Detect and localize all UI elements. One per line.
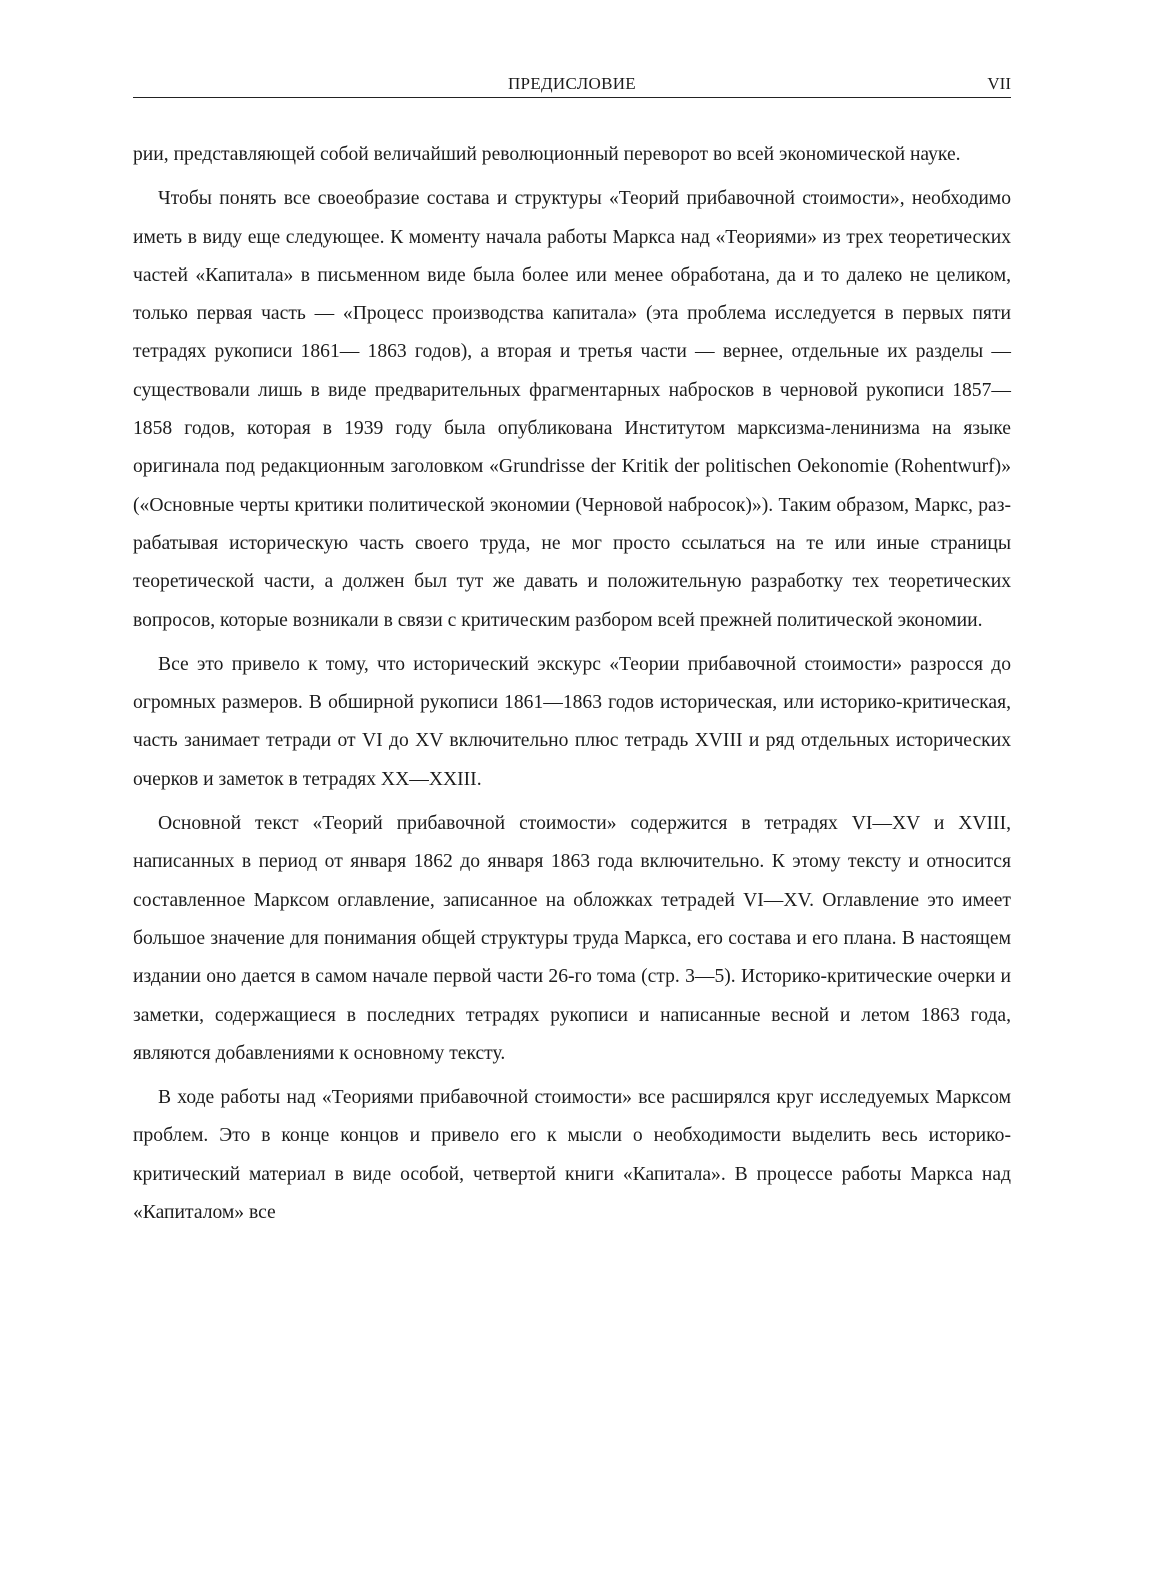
paragraph: Чтобы понять все своеобразие состава и структуры «Теорий прибавочной стоимости», необходимо иметь в виду еще следующее. К моменту начала работы Маркса над «Теориями» из трех теоретических частей «Капитала» в письменном виде была более или менее обработана, да и то далеко не целиком, только первая часть — «Процесс производства капитала» (эта проблема исследуется в первых пяти тетрадях рукописи 1861— 1863 годов), а вторая и третья части — вернее, отдельные их разделы — существовали лишь в виде предварительных фрагментарных набросков в черновой рукописи 1857—1858 годов, которая в 1939 году была опубликована Институтом марксизма-ленинизма на языке оригинала под редакционным заголовком «Grundrisse der Kritik der politischen Oekonomie (Rohentwurf)» («Основные черты критики политической экономии (Черновой набросок)»). Таким образом, Маркс, разрабатывая историческую часть своего труда, не мог просто ссылаться на те или иные страницы теоретической части, а должен был тут же давать и положительную разработку тех теоретических вопросов, которые возникали в связи с критическим разбором всей прежней политической экономии. — [133, 188, 1011, 631]
running-title: ПРЕДИСЛОВИЕ — [507, 74, 636, 93]
paragraph: Все это привело к тому, что исторический экскурс «Теории прибавочной стоимости» разросся до огромных размеров. В обширной рукописи 1861—1863 годов историческая, или историко-критическая, часть занимает тетради от VI до XV включительно плюс тетрадь XVIII и ряд отдельных исторических очерков и заметок в тетрадях XX—XXIII. — [133, 653, 1011, 790]
paragraph: Основной текст «Теорий прибавочной стоимости» содержится в тетрадях VI—XV и XVIII, написанных в период от января 1862 до января 1863 года включительно. К этому тексту и относится составленное Марксом оглавление, записанное на обложках тетрадей VI—XV. Оглавление это имеет большое значение для понимания общей структуры труда Маркса, его состава и его плана. В настоящем издании оно дается в самом начале первой части 26-го тома (стр. 3—5). Историко-критические очерки и заметки, содержащиеся в последних тетрадях рукописи и написанные весной и летом 1863 года, являются добавлениями к основному тексту. — [133, 813, 1011, 1064]
page-number: VII — [987, 74, 1011, 93]
running-header — [133, 73, 1011, 98]
paragraph: В ходе работы над «Теориями прибавочной стоимости» все расширялся круг исследуемых Марксом проблем. Это в конце концов и привело его к мысли о необходимости выделить весь историко-критический материал в виде особой, четвертой книги «Капитала». В процессе работы Маркса над «Капиталом» все — [133, 1087, 1011, 1224]
paragraph-continued: рии, представляющей собой величайший революционный переворот во всей экономической науке. — [133, 144, 961, 165]
body-text — [133, 136, 1011, 1238]
